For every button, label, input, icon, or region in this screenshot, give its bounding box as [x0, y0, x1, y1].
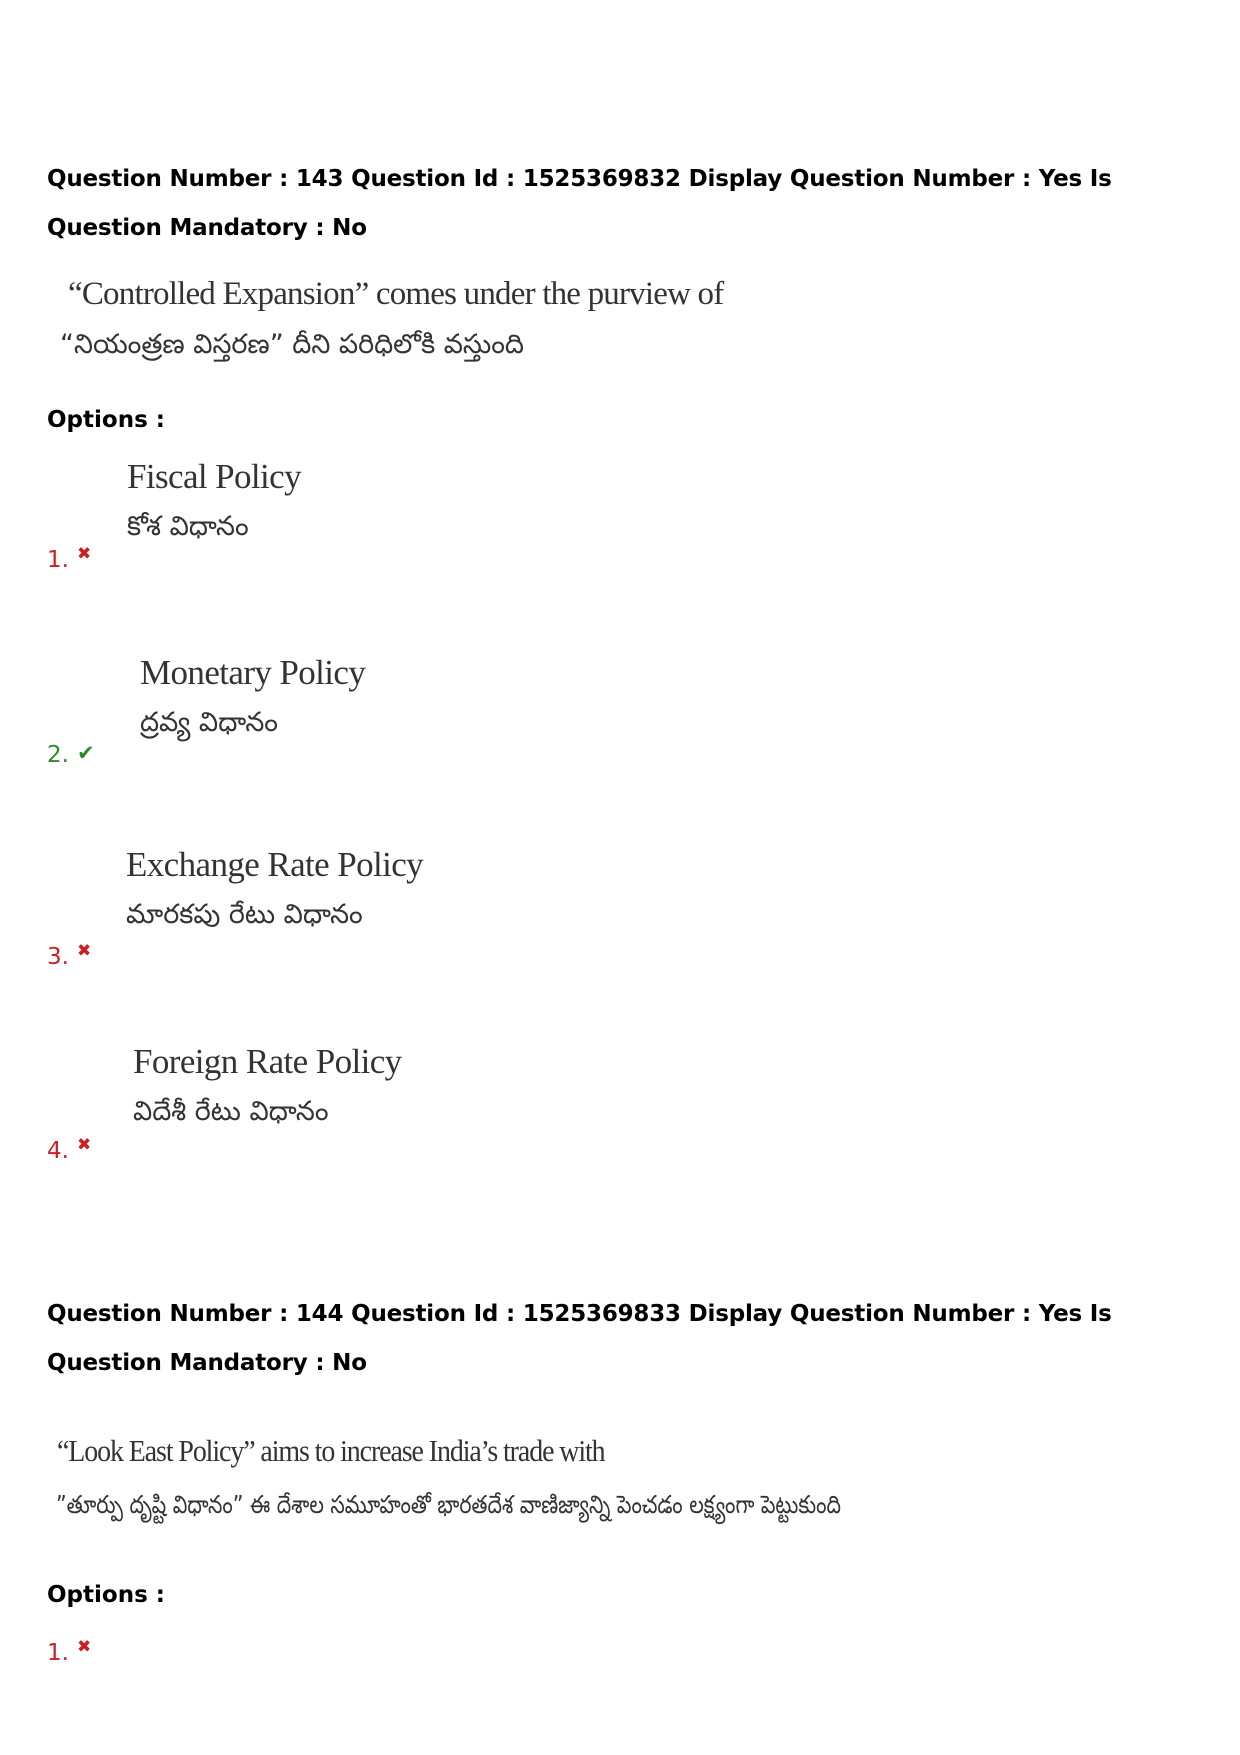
options-label: Options : — [47, 1582, 165, 1608]
question-text-telugu: ”తూర్పు దృష్టి విధానం” ఈ దేశాల సమూహంతో భారతదేశ వాణిజ్యాన్ని పెంచడం లక్ష్యంగా పెట్టుకుంది — [56, 1490, 842, 1519]
correct-check-icon: ✔ — [76, 741, 95, 765]
option-1-number: 1. — [47, 1640, 69, 1666]
options-label: Options : — [47, 407, 165, 433]
option-3-english: Exchange Rate Policy — [126, 845, 424, 884]
question-header: Question Number : 144 Question Id : 1525369833 Display Question Number : Yes Is Question Mandatory : No — [47, 1301, 1112, 1376]
option-1-number: 1. — [47, 547, 69, 573]
option-3-marker — [47, 942, 91, 972]
question-header: Question Number : 143 Question Id : 1525369832 Display Question Number : Yes Is Question Mandatory : No — [47, 166, 1112, 241]
option-3-number: 3. — [47, 944, 69, 970]
option-1-content — [127, 452, 301, 552]
option-1-marker — [47, 545, 91, 575]
option-1-marker — [47, 1638, 91, 1668]
option-3-telugu: మారకపు రేటు విధానం — [126, 899, 363, 930]
option-2-telugu: ద్రవ్య విధానం — [140, 707, 278, 738]
option-4-number: 4. — [47, 1138, 69, 1164]
option-4-english: Foreign Rate Policy — [133, 1042, 402, 1081]
question-text-english: “Controlled Expansion” comes under the purview of — [68, 276, 724, 312]
option-2-marker — [47, 740, 95, 770]
question-text-english: “Look East Policy” aims to increase India’s trade with — [57, 1433, 605, 1468]
option-4-telugu: విదేశీ రేటు విధానం — [133, 1096, 329, 1127]
option-1-telugu: కోశ విధానం — [127, 511, 249, 542]
option-1-english: Fiscal Policy — [127, 457, 302, 496]
wrong-cross-icon: ✖ — [76, 1637, 92, 1657]
option-2-content — [140, 648, 365, 748]
option-4-marker — [47, 1136, 91, 1166]
option-4-content — [133, 1037, 402, 1137]
question-text-telugu: “నియంత్రణ విస్తరణ” దీని పరిధిలోకి వస్తుంది — [60, 329, 524, 360]
wrong-cross-icon: ✖ — [76, 1135, 92, 1155]
wrong-cross-icon: ✖ — [76, 941, 92, 961]
wrong-cross-icon: ✖ — [76, 544, 92, 564]
option-2-english: Monetary Policy — [140, 653, 366, 692]
option-3-content — [126, 840, 423, 940]
option-2-number: 2. — [47, 742, 69, 768]
